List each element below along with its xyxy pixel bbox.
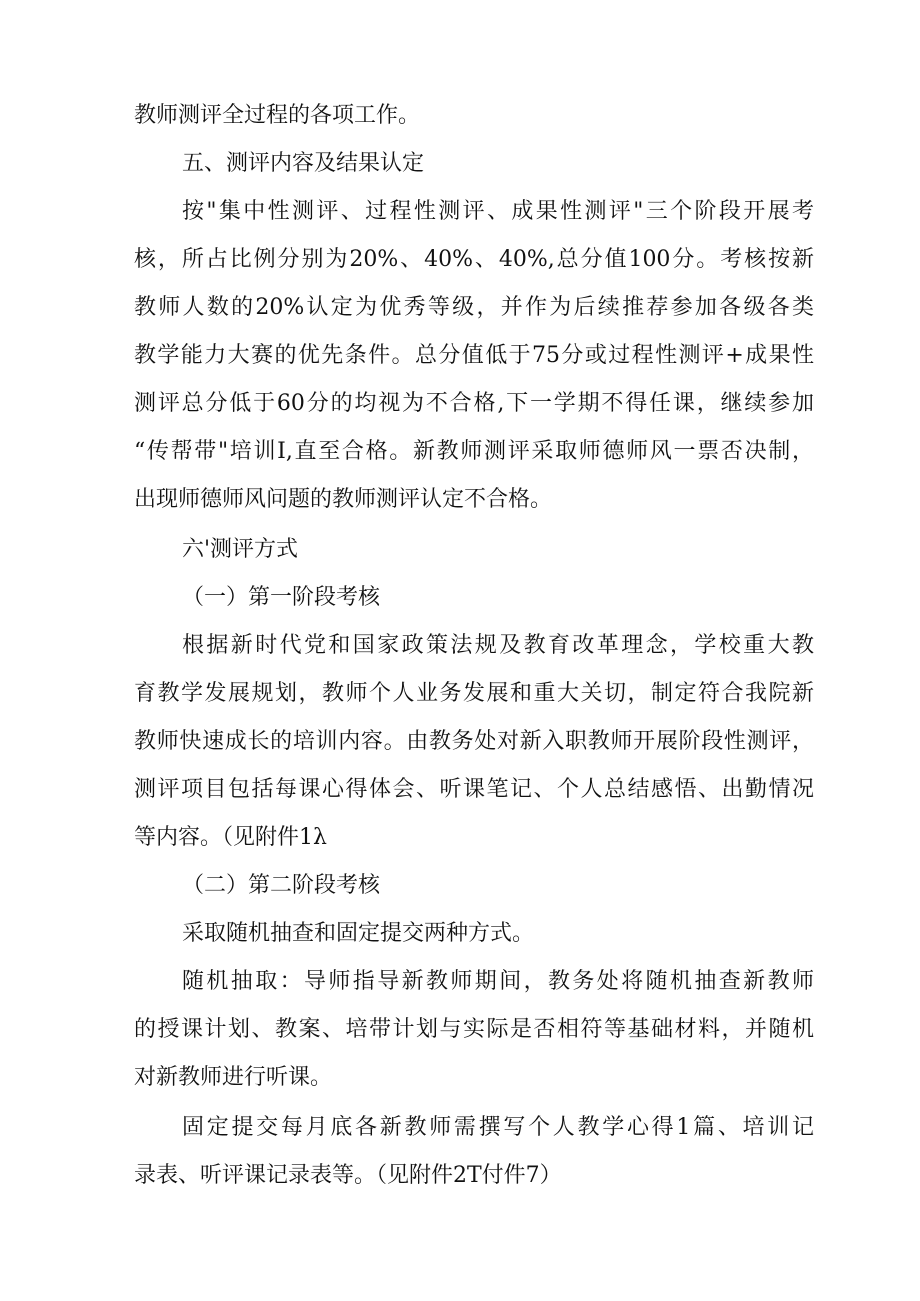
paragraph-4-line-3: 对新教师进行听课。 xyxy=(134,1065,333,1090)
section-heading-5: 五、测评内容及结果认定 xyxy=(182,151,425,176)
paragraph-5-line-1: 固定提交每月底各新教师需撰写个人教学心得1篇、培训记 xyxy=(182,1115,814,1140)
paragraph-continuation-line: 教师测评全过程的各项工作。 xyxy=(134,103,421,128)
paragraph-1-line-7: 出现师德师风问题的教师测评认定不合格。 xyxy=(134,487,553,512)
paragraph-2-line-2: 育教学发展规划，教师个人业务发展和重大关切，制定符合我院新 xyxy=(134,681,814,706)
paragraph-1-line-2: 核，所占比例分别为20%、40%、40%,总分值100分。考核按新 xyxy=(134,247,814,272)
subsection-heading-1: （一）第一阶段考核 xyxy=(182,585,381,610)
paragraph-2-line-4: 测评项目包括每课心得体会、听课笔记、个人总结感悟、出勤情况 xyxy=(134,777,814,802)
paragraph-2-line-1: 根据新时代党和国家政策法规及教育改革理念，学校重大教 xyxy=(182,633,814,658)
subsection-heading-2: （二）第二阶段考核 xyxy=(182,873,381,898)
paragraph-1-line-5: 测评总分低于60分的均视为不合格,下一学期不得任课，继续参加 xyxy=(134,391,814,416)
paragraph-4-line-1: 随机抽取：导师指导新教师期间，教务处将随机抽查新教师 xyxy=(182,969,814,994)
paragraph-1-line-6: “传帮带"培训I,直至合格。新教师测评采取师德师风一票否决制， xyxy=(134,439,814,464)
section-heading-6: 六'测评方式 xyxy=(182,537,299,562)
paragraph-5-line-2: 录表、听评课记录表等。（见附件2T付件7） xyxy=(134,1163,562,1188)
paragraph-2-line-5: 等内容。（见附件1λ xyxy=(134,825,327,850)
paragraph-1-line-1: 按"集中性测评、过程性测评、成果性测评"三个阶段开展考 xyxy=(182,199,814,224)
paragraph-1-line-4: 教学能力大赛的优先条件。总分值低于75分或过程性测评+成果性 xyxy=(134,343,814,368)
paragraph-3-line-1: 采取随机抽查和固定提交两种方式。 xyxy=(182,921,535,946)
paragraph-1-line-3: 教师人数的20%认定为优秀等级，并作为后续推荐参加各级各类 xyxy=(134,295,814,320)
paragraph-2-line-3: 教师快速成长的培训内容。由教务处对新入职教师开展阶段性测评， xyxy=(134,729,814,754)
paragraph-4-line-2: 的授课计划、教案、培带计划与实际是否相符等基础材料，并随机 xyxy=(134,1017,814,1042)
